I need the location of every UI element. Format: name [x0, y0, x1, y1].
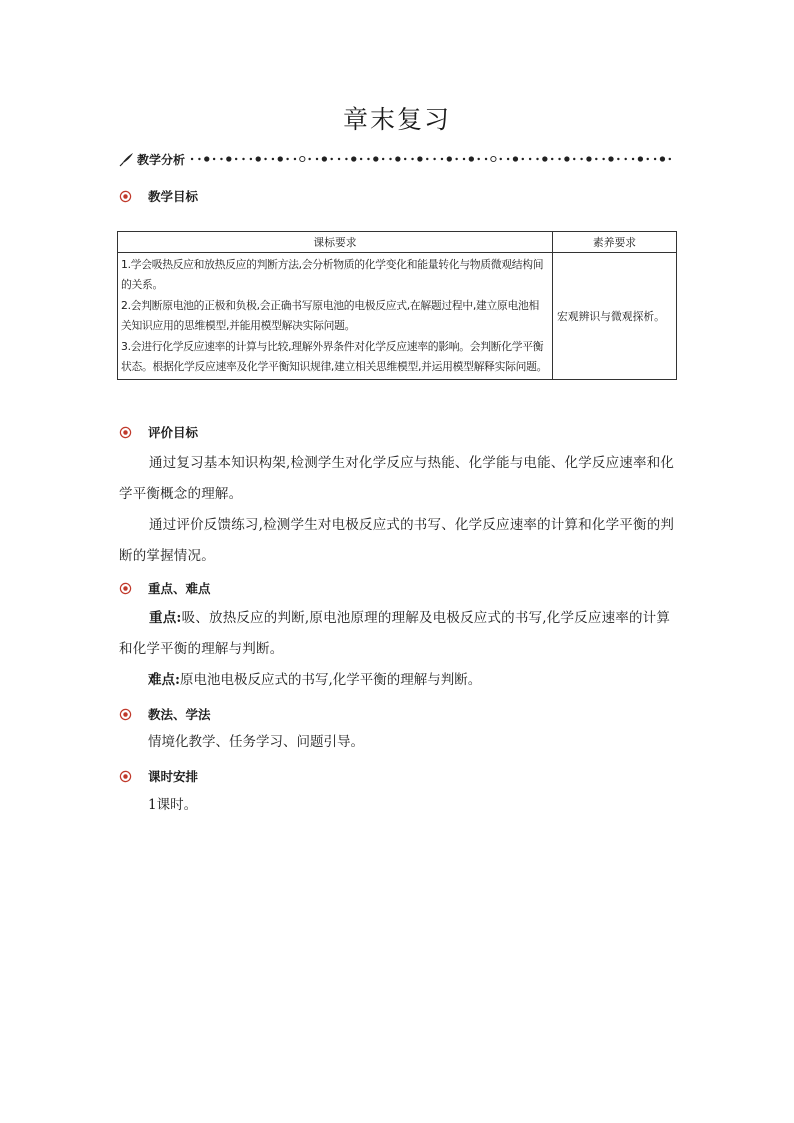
section-heading-methods: [119, 705, 211, 723]
schedule-text: 1课时。: [148, 797, 198, 813]
table-header-literacy: 素养要求: [553, 232, 677, 253]
table-header-standards: 课标要求: [118, 232, 553, 253]
key-point-text: 吸、放热反应的判断,原电池原理的理解及电极反应式的书写,化学反应速率的计算和化学平衡的理解与判断。: [119, 610, 671, 657]
table-cell-requirements: [118, 253, 553, 380]
difficult-point-text: 原电池电极反应式的书写,化学平衡的理解与判断。: [179, 672, 482, 688]
requirement-item: 3.会进行化学反应速率的计算与比较,理解外界条件对化学反应速率的影响。会判断化学平衡状态。根据化学反应速率及化学平衡知识规律,建立相关思维模型,并运用模型解释实际问题。: [121, 339, 548, 374]
section-heading-keypoints: [119, 579, 211, 597]
requirement-item: 1.学会吸热反应和放热反应的判断方法,会分析物质的化学变化和能量转化与物质微观结构间的关系。: [121, 258, 544, 292]
difficult-point-line: [148, 665, 481, 696]
dotted-divider: [189, 154, 679, 164]
section-heading-eval: [119, 423, 198, 441]
key-point-paragraph: [119, 603, 679, 665]
circle-bullet-icon: [119, 770, 132, 783]
section-title: 评价目标: [148, 425, 199, 440]
eval-paragraph: 通过评价反馈练习,检测学生对电极反应式的书写、化学反应速率的计算和化学平衡的判断的掌握情况。: [119, 517, 675, 564]
banner-label: 教学分析: [137, 152, 186, 167]
section-title: 教学目标: [148, 189, 199, 204]
requirement-item: 2.会判断原电池的正极和负极,会正确书写原电池的电极反应式,在解题过程中,建立原电池相关知识应用的思维模型,并能用模型解决实际问题。: [121, 298, 539, 333]
circle-bullet-icon: [119, 190, 132, 203]
pen-icon: [119, 151, 135, 167]
table-cell-literacy: 宏观辨识与微观探析。: [553, 253, 677, 380]
section-title: 教法、学法: [148, 707, 211, 722]
difficult-point-label: 难点:: [148, 672, 180, 688]
section-heading-schedule: [119, 767, 198, 785]
page-title: 章末复习: [342, 105, 451, 134]
key-point-label: 重点:: [149, 610, 182, 626]
eval-paragraph: 通过复习基本知识构架,检测学生对化学反应与热能、化学能与电能、化学反应速率和化学平衡概念的理解。: [119, 455, 675, 502]
standards-table: [117, 231, 677, 380]
section-title: 课时安排: [148, 769, 199, 784]
methods-text: 情境化教学、任务学习、问题引导。: [148, 734, 364, 750]
section-title: 重点、难点: [148, 581, 211, 596]
circle-bullet-icon: [119, 426, 132, 439]
circle-bullet-icon: [119, 582, 132, 595]
section-heading-goal: [119, 187, 198, 205]
circle-bullet-icon: [119, 708, 132, 721]
section-banner: [119, 149, 679, 169]
